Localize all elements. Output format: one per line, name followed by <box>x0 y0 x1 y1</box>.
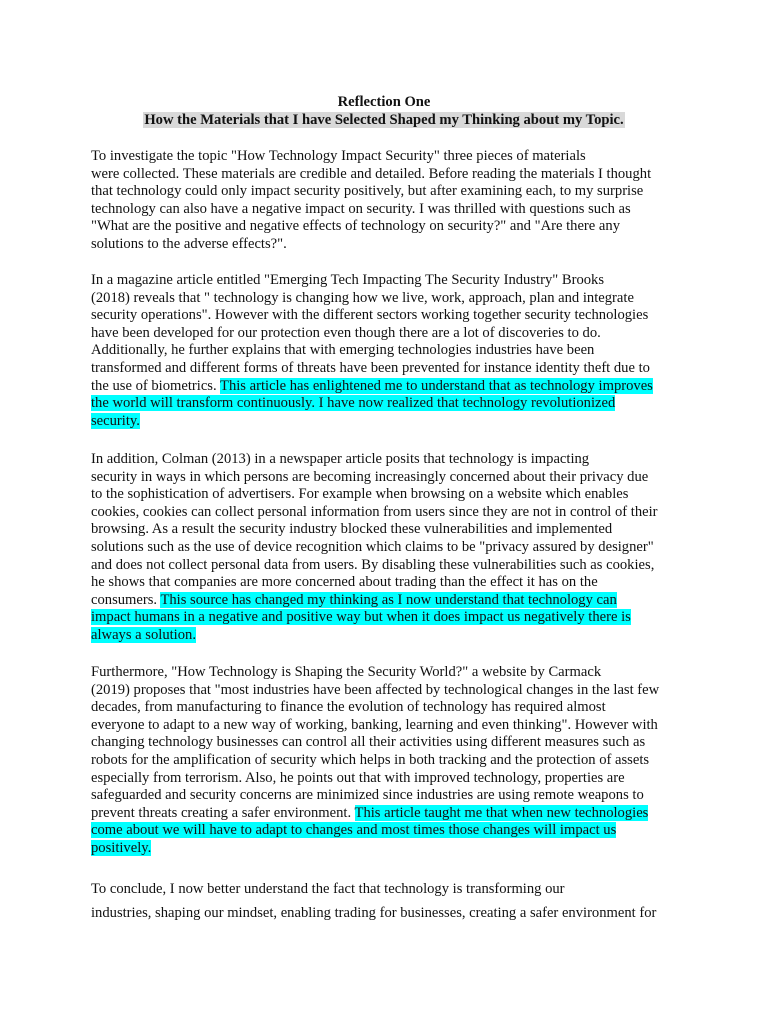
text-line: In addition, Colman (2013) in a newspaper article posits that technology is impacting <box>91 451 590 467</box>
text-line: In a magazine article entitled "Emerging Tech Impacting The Security Industry" Brooks <box>91 272 605 288</box>
text-line: changing technology businesses can control all their activities using different measures such as <box>91 734 646 751</box>
text-line <box>91 805 681 823</box>
highlighted-text: come about we will have to adapt to changes and most times those changes will impact us <box>91 822 617 839</box>
paragraph-carmack <box>91 664 681 858</box>
text-line: and does not collect personal data from users. By disabling these vulnerabilities such as cookies, <box>91 556 655 573</box>
text-line: (2018) reveals that " technology is changing how we live, work, approach, plan and integrate <box>91 289 634 306</box>
text-line: to the sophistication of advertisers. For example when browsing on a website which enables <box>91 486 629 503</box>
text-segment: the use of biometrics. <box>91 377 221 394</box>
text-line: were collected. These materials are credible and detailed. Before reading the materials I thought <box>91 165 652 182</box>
paragraph-introduction <box>91 148 681 254</box>
highlighted-text: This article taught me that when new technologies <box>354 804 649 821</box>
text-segment: prevent threats creating a safer environment. <box>91 804 355 821</box>
text-line: have been developed for our protection even though there are a lot of discoveries to do. <box>91 324 601 341</box>
text-line: decades, from manufacturing to finance the evolution of technology has required almost <box>91 699 606 716</box>
text-line <box>91 822 681 840</box>
text-line: "What are the positive and negative effects of technology on security?" and "Are there any <box>91 218 620 235</box>
paragraph-conclusion <box>91 877 681 925</box>
highlighted-text: This source has changed my thinking as I now understand that technology can <box>160 591 617 608</box>
text-line <box>91 592 681 610</box>
text-line: robots for the amplification of security which helps in both tracking and the protection of assets <box>91 751 650 768</box>
text-line <box>91 609 681 627</box>
text-line: everyone to adapt to a new way of working, banking, learning and even thinking". However with <box>91 716 658 733</box>
text-segment: consumers. <box>91 591 161 608</box>
text-line: To conclude, I now better understand the fact that technology is transforming our <box>91 881 565 897</box>
text-line: To investigate the topic "How Technology Impact Security" three pieces of materials <box>91 148 586 164</box>
document-subtitle-wrapper <box>0 111 768 129</box>
text-line: industries, shaping our mindset, enabling trading for businesses, creating a safer environment for <box>91 905 657 921</box>
text-line <box>91 413 681 431</box>
document-subtitle: How the Materials that I have Selected Shaped my Thinking about my Topic. <box>144 112 624 128</box>
text-line: he shows that companies are more concerned about trading than the effect it has on the <box>91 574 598 591</box>
highlighted-text: the world will transform continuously. I have now realized that technology revolutionized <box>91 395 616 412</box>
paragraph-brooks <box>91 272 681 430</box>
text-line: browsing. As a result the security industry blocked these vulnerabilities and implemented <box>91 521 613 538</box>
text-line: transformed and different forms of threats have been prevented for instance identity theft due to <box>91 359 650 376</box>
highlighted-text: always a solution. <box>91 626 196 643</box>
highlighted-text: This article has enlightened me to understand that as technology improves <box>220 377 653 394</box>
text-line: (2019) proposes that "most industries have been affected by technological changes in the last few <box>91 681 660 698</box>
text-line: Furthermore, "How Technology is Shaping the Security World?" a website by Carmack <box>91 664 602 680</box>
highlighted-text: impact humans in a negative and positive way but when it does impact us negatively there is <box>91 609 631 626</box>
text-line: safeguarded and security concerns are minimized since industries are using remote weapons to <box>91 787 644 804</box>
text-line: technology can also have a negative impact on security. I was thrilled with questions such as <box>91 200 631 217</box>
text-line: solutions to the adverse effects?". <box>91 235 287 252</box>
text-line <box>91 378 681 396</box>
highlighted-text: positively. <box>91 839 152 856</box>
text-line: Additionally, he further explains that with emerging technologies industries have been <box>91 342 595 359</box>
text-line: that technology could only impact security positively, but after examining each, to my surprise <box>91 183 644 200</box>
document-title: Reflection One <box>337 94 431 110</box>
paragraph-colman <box>91 451 681 645</box>
text-line <box>91 840 681 858</box>
highlighted-text: security. <box>91 412 140 429</box>
text-line <box>91 627 681 645</box>
text-line: security in ways in which persons are becoming increasingly concerned about their privacy due <box>91 468 649 485</box>
text-line: solutions such as the use of device recognition which claims to be "privacy assured by designer" <box>91 538 654 555</box>
text-line: security operations". However with the different sectors working together security technologies <box>91 307 649 324</box>
text-line <box>91 395 681 413</box>
text-line: cookies, cookies can collect personal information from users since they are not in control of their <box>91 503 658 520</box>
text-line: especially from terrorism. Also, he points out that with improved technology, properties are <box>91 769 625 786</box>
